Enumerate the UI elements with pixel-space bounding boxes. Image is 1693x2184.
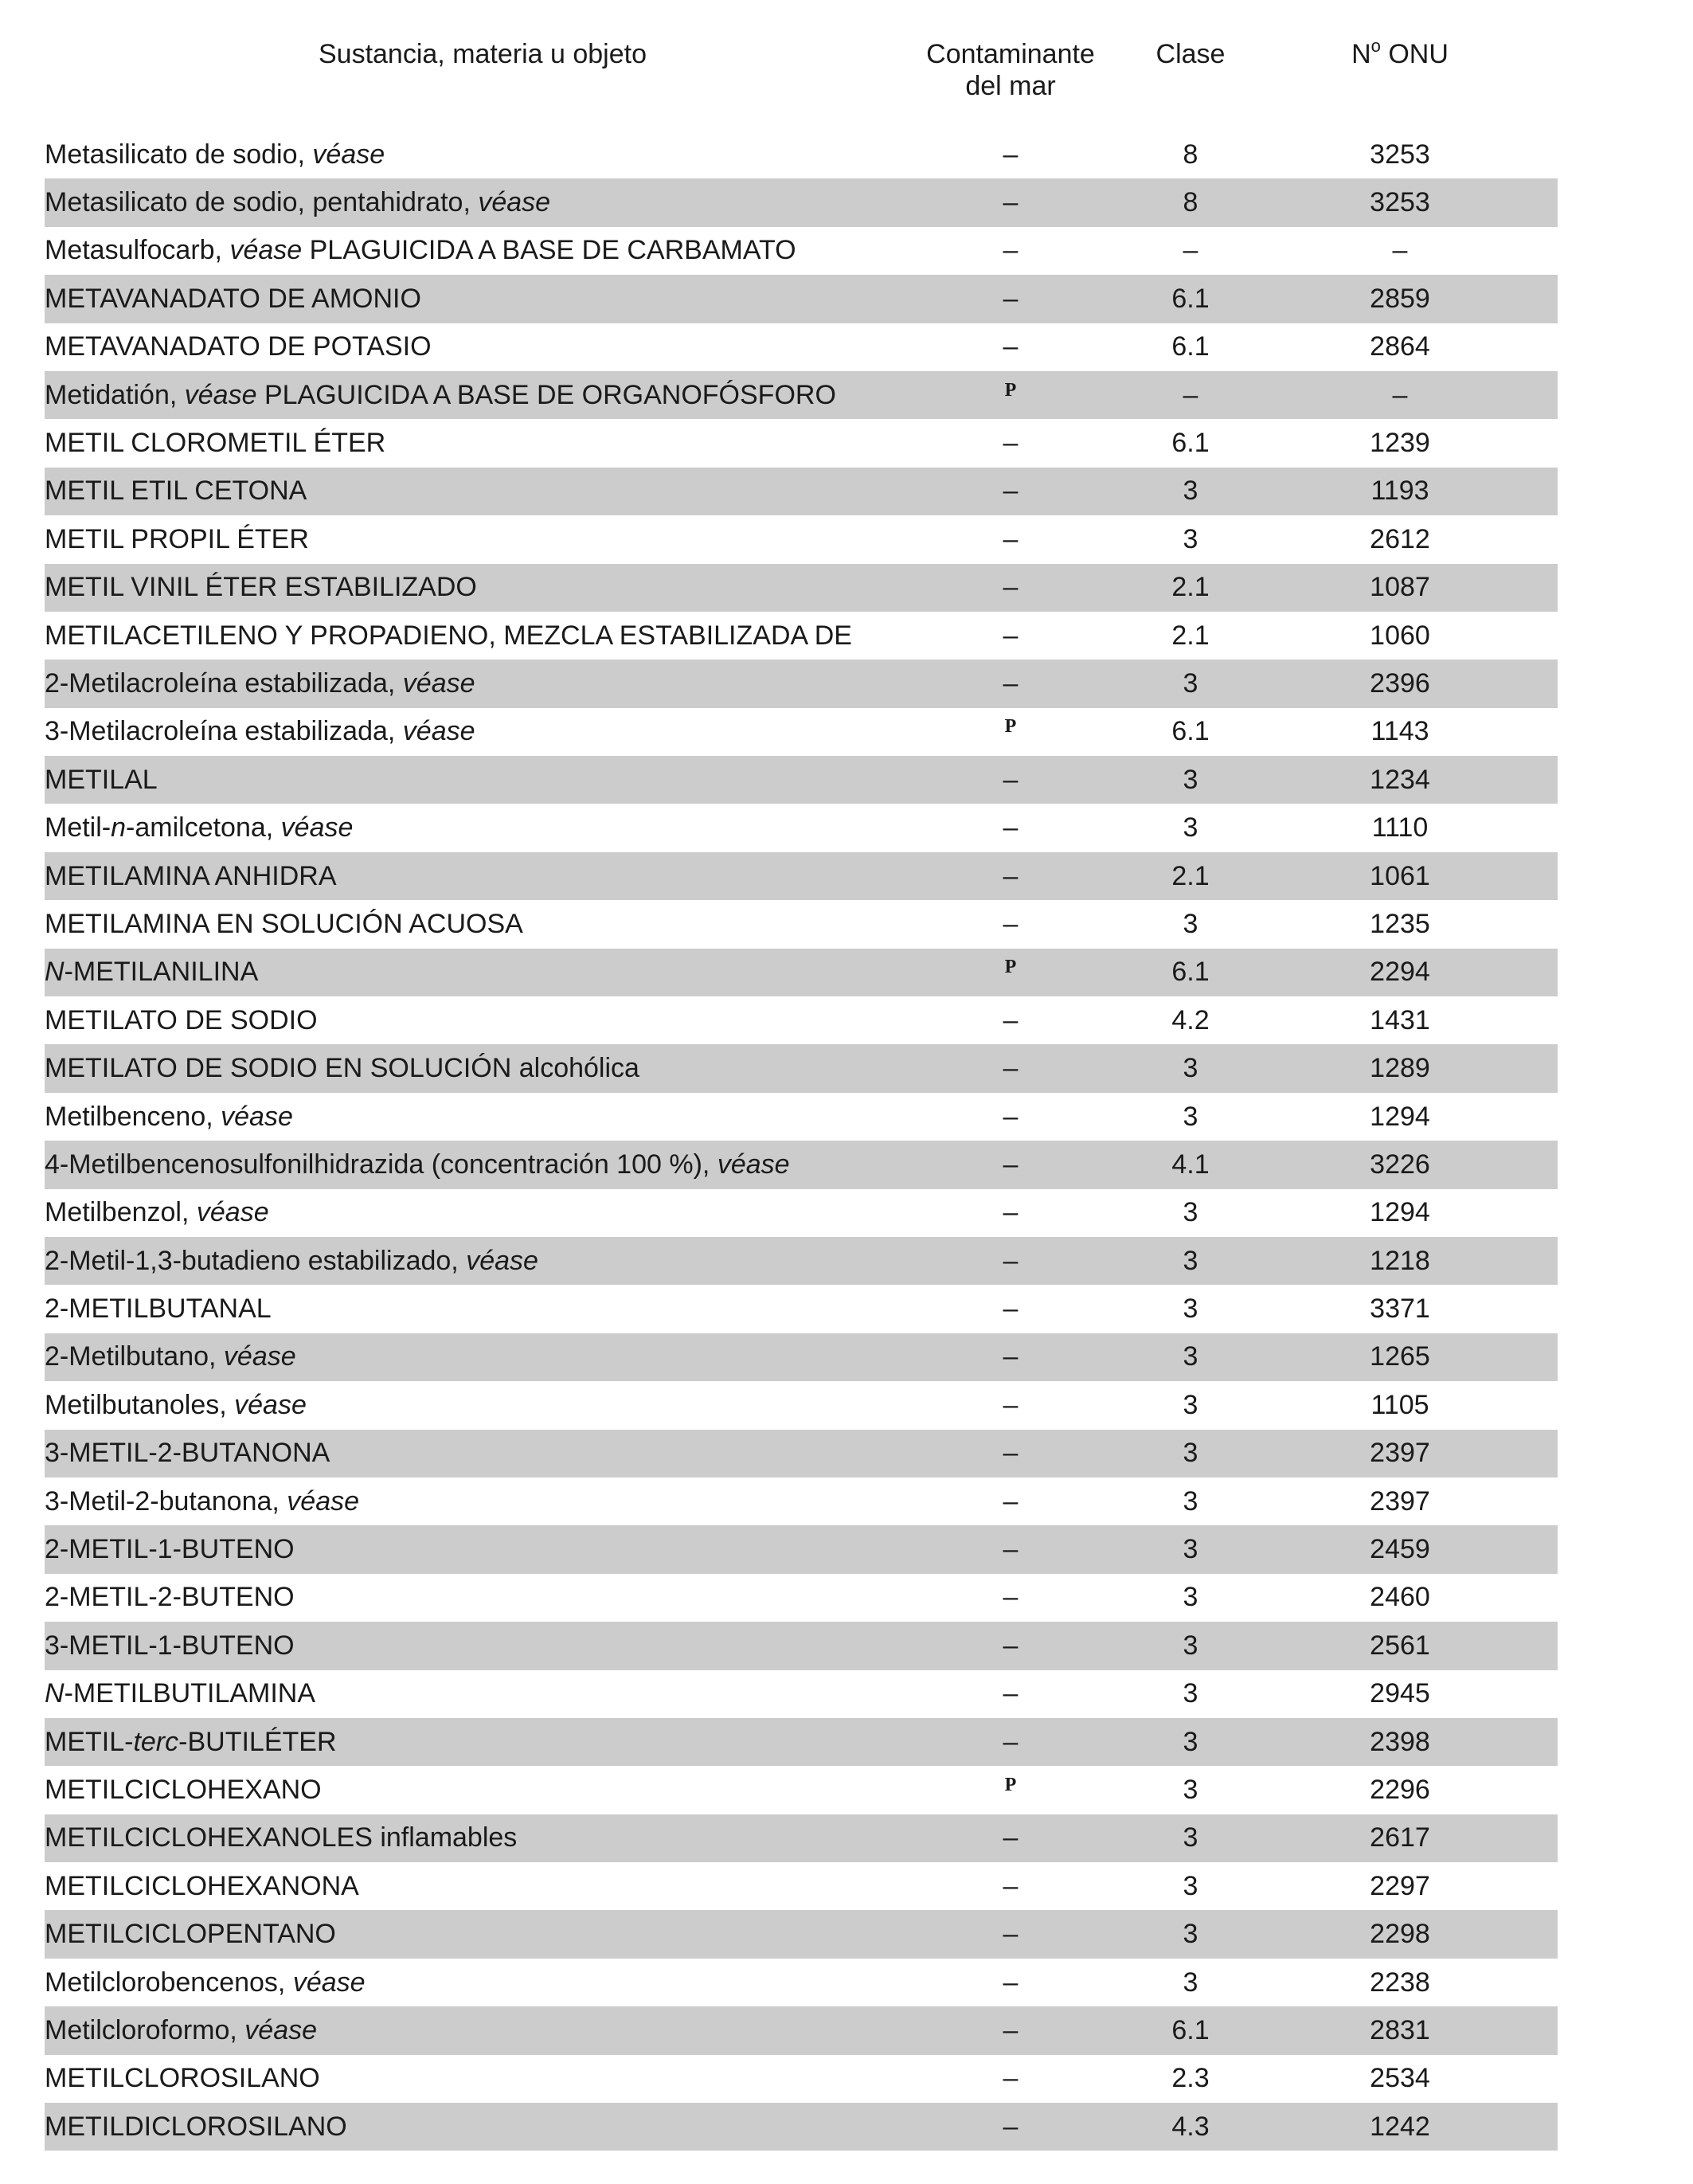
table-body bbox=[45, 131, 1558, 2151]
cell-marine-pollutant: – bbox=[1003, 620, 1019, 651]
cell-substance bbox=[45, 331, 921, 362]
cell-class: 8 bbox=[1183, 187, 1198, 218]
substance-text: Metasilicato de sodio, pentahidrato, bbox=[45, 187, 479, 218]
cell-un-number: 1234 bbox=[1370, 764, 1430, 795]
cell-class: 4.2 bbox=[1171, 1004, 1210, 1035]
cell-marine-pollutant: – bbox=[1003, 331, 1019, 362]
substance-text: véase bbox=[312, 139, 385, 170]
substance-text: Metilclorobencenos, bbox=[45, 1967, 293, 1998]
table-row bbox=[45, 371, 1558, 419]
cell-marine-pollutant bbox=[921, 957, 1101, 988]
substance-text: METILDICLOROSILANO bbox=[45, 2111, 347, 2142]
cell-marine-pollutant: – bbox=[1003, 1245, 1019, 1276]
substance-text: METILCICLOPENTANO bbox=[45, 1919, 336, 1950]
cell-un-number: 2831 bbox=[1370, 2014, 1430, 2045]
table-row bbox=[45, 1862, 1558, 1910]
cell-class: 3 bbox=[1183, 1245, 1198, 1276]
cell-marine-pollutant: – bbox=[1003, 235, 1019, 266]
cell-marine-pollutant: – bbox=[1003, 1438, 1019, 1469]
cell-class: 3 bbox=[1183, 1919, 1198, 1950]
table-row bbox=[45, 1237, 1558, 1285]
cell-substance bbox=[45, 2015, 921, 2046]
substance-text: Metasulfocarb, bbox=[45, 235, 230, 266]
cell-substance bbox=[45, 765, 921, 796]
cell-class: 4.3 bbox=[1171, 2111, 1210, 2142]
cell-marine-pollutant: – bbox=[1003, 1053, 1019, 1084]
cell-substance bbox=[45, 668, 921, 699]
cell-class: 3 bbox=[1183, 1726, 1198, 1757]
marine-pollutant-mark: P bbox=[1004, 716, 1017, 738]
cell-class: 2.1 bbox=[1171, 620, 1210, 651]
substance-text: Metasilicato de sodio, bbox=[45, 139, 313, 170]
substance-text: véase bbox=[196, 1197, 269, 1228]
cell-class: 6.1 bbox=[1171, 331, 1210, 362]
table-row bbox=[45, 1718, 1558, 1766]
cell-un-number: 2298 bbox=[1370, 1919, 1430, 1950]
cell-class: 3 bbox=[1183, 1197, 1198, 1228]
cell-class: 3 bbox=[1183, 1678, 1198, 1709]
table-row bbox=[45, 1622, 1558, 1669]
cell-class: 3 bbox=[1183, 764, 1198, 795]
cell-substance bbox=[45, 235, 921, 266]
header-marine-pollutant-line1: Contaminante bbox=[926, 39, 1095, 69]
cell-un-number: 1289 bbox=[1370, 1053, 1430, 1084]
marine-pollutant-mark: P bbox=[1004, 379, 1017, 401]
cell-marine-pollutant: – bbox=[1003, 1582, 1019, 1613]
substance-text: METIL PROPIL ÉTER bbox=[45, 523, 309, 554]
cell-substance bbox=[45, 1246, 921, 1277]
cell-marine-pollutant bbox=[921, 380, 1101, 411]
marine-pollutant-mark: P bbox=[1004, 1774, 1017, 1795]
cell-un-number: 1218 bbox=[1370, 1245, 1430, 1276]
cell-marine-pollutant: – bbox=[1003, 476, 1019, 507]
cell-class: – bbox=[1183, 379, 1198, 410]
table-row bbox=[45, 1381, 1558, 1429]
cell-class: 6.1 bbox=[1171, 957, 1210, 988]
header-substance: Sustancia, materia u objeto bbox=[318, 39, 647, 69]
table-row bbox=[45, 949, 1558, 996]
cell-marine-pollutant: – bbox=[1003, 667, 1019, 699]
cell-marine-pollutant: – bbox=[1003, 1726, 1019, 1757]
cell-class: 3 bbox=[1183, 1101, 1198, 1132]
substance-text: 4-Metilbencenosulfonilhidrazida (concentración 100 %), bbox=[45, 1149, 717, 1180]
cell-substance bbox=[45, 524, 921, 555]
cell-substance bbox=[45, 1967, 921, 1998]
cell-un-number: 2294 bbox=[1370, 957, 1430, 988]
header-un-number-prefix: N bbox=[1351, 39, 1371, 69]
cell-un-number: 3371 bbox=[1370, 1294, 1430, 1325]
table-header bbox=[45, 29, 1558, 131]
substance-text: METILAMINA EN SOLUCIÓN ACUOSA bbox=[45, 908, 523, 939]
cell-marine-pollutant: – bbox=[1003, 187, 1019, 218]
cell-substance bbox=[45, 812, 921, 843]
cell-marine-pollutant: – bbox=[1003, 1630, 1019, 1661]
table-row bbox=[45, 2055, 1558, 2103]
cell-marine-pollutant: – bbox=[1003, 1389, 1019, 1420]
table-row bbox=[45, 1044, 1558, 1092]
substance-text: PLAGUICIDA A BASE DE CARBAMATO bbox=[302, 235, 796, 266]
cell-substance bbox=[45, 428, 921, 459]
cell-marine-pollutant bbox=[921, 716, 1101, 747]
substance-text: METILAL bbox=[45, 764, 158, 795]
cell-un-number: 2396 bbox=[1370, 667, 1430, 699]
substance-text: 3-Metil-2-butanona, bbox=[45, 1485, 287, 1517]
cell-class: 2.3 bbox=[1171, 2063, 1210, 2094]
cell-un-number: 2534 bbox=[1370, 2063, 1430, 2094]
cell-class: 3 bbox=[1183, 1967, 1198, 1998]
cell-class: 3 bbox=[1183, 1294, 1198, 1325]
cell-class: 3 bbox=[1183, 1774, 1198, 1805]
cell-un-number: 1294 bbox=[1370, 1197, 1430, 1228]
table-row bbox=[45, 1670, 1558, 1718]
cell-marine-pollutant: – bbox=[1003, 764, 1019, 795]
cell-marine-pollutant: – bbox=[1003, 139, 1019, 170]
cell-un-number: 1193 bbox=[1370, 476, 1429, 507]
substance-text: 2-METIL-1-BUTENO bbox=[45, 1534, 295, 1565]
table-row bbox=[45, 515, 1558, 563]
cell-un-number: 3253 bbox=[1370, 139, 1430, 170]
substance-text: METIL VINIL ÉTER ESTABILIZADO bbox=[45, 572, 477, 603]
cell-un-number: 2398 bbox=[1370, 1726, 1430, 1757]
table-row bbox=[45, 660, 1558, 707]
table-row bbox=[45, 131, 1558, 178]
cell-class: 8 bbox=[1183, 139, 1198, 170]
cell-un-number: 1431 bbox=[1370, 1004, 1430, 1035]
cell-un-number: 1235 bbox=[1370, 908, 1430, 939]
table-row bbox=[45, 708, 1558, 756]
cell-substance bbox=[45, 1582, 921, 1613]
cell-class: 3 bbox=[1183, 1485, 1198, 1517]
substance-text: METIL ETIL CETONA bbox=[45, 476, 307, 507]
table-row bbox=[45, 1285, 1558, 1333]
cell-substance bbox=[45, 1053, 921, 1084]
table-row bbox=[45, 1430, 1558, 1478]
cell-marine-pollutant: – bbox=[1003, 1870, 1019, 1901]
table-row bbox=[45, 564, 1558, 612]
substance-text: véase bbox=[717, 1149, 790, 1180]
cell-un-number: 1110 bbox=[1371, 812, 1429, 843]
cell-substance bbox=[45, 1534, 921, 1565]
cell-un-number: 2460 bbox=[1370, 1582, 1430, 1613]
header-class: Clase bbox=[1155, 39, 1226, 69]
cell-un-number: 3253 bbox=[1370, 187, 1430, 218]
substance-text: véase bbox=[287, 1485, 360, 1517]
cell-substance bbox=[45, 1294, 921, 1325]
table-row bbox=[45, 1766, 1558, 1814]
cell-substance bbox=[45, 1871, 921, 1902]
cell-marine-pollutant: – bbox=[1003, 1485, 1019, 1517]
cell-substance bbox=[45, 380, 921, 411]
substance-text: véase bbox=[402, 667, 475, 699]
header-marine-pollutant-line2: del mar bbox=[965, 71, 1056, 101]
table-row bbox=[45, 612, 1558, 660]
cell-class: 3 bbox=[1183, 1053, 1198, 1084]
cell-marine-pollutant: – bbox=[1003, 1197, 1019, 1228]
cell-substance bbox=[45, 2063, 921, 2094]
substance-text: METILCICLOHEXANONA bbox=[45, 1870, 359, 1901]
cell-marine-pollutant bbox=[921, 1775, 1101, 1806]
cell-class: 6.1 bbox=[1171, 2014, 1210, 2045]
cell-substance bbox=[45, 187, 921, 218]
cell-un-number: 2397 bbox=[1370, 1438, 1430, 1469]
cell-substance bbox=[45, 1197, 921, 1228]
substance-text: -amilcetona, bbox=[126, 812, 281, 843]
cell-un-number: 1061 bbox=[1370, 860, 1430, 891]
cell-un-number: – bbox=[1392, 379, 1408, 410]
cell-marine-pollutant: – bbox=[1003, 572, 1019, 603]
table-row bbox=[45, 1574, 1558, 1622]
substance-text: véase bbox=[221, 1101, 293, 1132]
header-un-number-sup: o bbox=[1370, 36, 1381, 56]
cell-un-number: 1239 bbox=[1370, 428, 1430, 459]
cell-un-number: 2945 bbox=[1370, 1678, 1430, 1709]
table-row bbox=[45, 1333, 1558, 1381]
table-row bbox=[45, 1959, 1558, 2006]
header-marine-pollutant bbox=[921, 29, 1101, 102]
cell-marine-pollutant: – bbox=[1003, 860, 1019, 891]
substance-text: 2-METILBUTANAL bbox=[45, 1294, 272, 1325]
substance-text: Metidatión, bbox=[45, 379, 185, 410]
cell-class: 3 bbox=[1183, 1389, 1198, 1420]
cell-substance bbox=[45, 476, 921, 507]
substance-text: véase bbox=[466, 1245, 538, 1276]
cell-marine-pollutant: – bbox=[1003, 812, 1019, 843]
cell-class: 6.1 bbox=[1171, 716, 1210, 747]
cell-marine-pollutant: – bbox=[1003, 428, 1019, 459]
table-row bbox=[45, 178, 1558, 226]
cell-substance bbox=[45, 1005, 921, 1036]
cell-substance bbox=[45, 909, 921, 940]
header-un-number-suffix: ONU bbox=[1380, 39, 1449, 69]
cell-class: 3 bbox=[1183, 667, 1198, 699]
cell-un-number: 2397 bbox=[1370, 1485, 1430, 1517]
cell-substance bbox=[45, 139, 921, 170]
table-row bbox=[45, 227, 1558, 275]
cell-class: 3 bbox=[1183, 1534, 1198, 1565]
cell-class: 3 bbox=[1183, 1870, 1198, 1901]
cell-substance bbox=[45, 1390, 921, 1421]
cell-class: 6.1 bbox=[1171, 283, 1210, 314]
cell-class: 3 bbox=[1183, 812, 1198, 843]
cell-substance bbox=[45, 1102, 921, 1133]
substance-text: 2-Metilacroleína estabilizada, bbox=[45, 667, 403, 699]
substance-text: véase bbox=[184, 379, 257, 410]
cell-substance bbox=[45, 1727, 921, 1758]
cell-un-number: 2459 bbox=[1370, 1534, 1430, 1565]
table-row bbox=[45, 1189, 1558, 1237]
table-row bbox=[45, 2006, 1558, 2054]
substance-text: Metilbutanoles, bbox=[45, 1389, 235, 1420]
cell-un-number: 1265 bbox=[1370, 1341, 1430, 1372]
cell-substance bbox=[45, 620, 921, 652]
table-row bbox=[45, 1478, 1558, 1525]
substance-text: véase bbox=[292, 1967, 366, 1998]
table-row bbox=[45, 419, 1558, 467]
substance-text: -BUTILÉTER bbox=[178, 1726, 337, 1757]
substance-text: METILACETILENO Y PROPADIENO, MEZCLA ESTABILIZADA DE bbox=[45, 620, 852, 651]
cell-marine-pollutant: – bbox=[1003, 1534, 1019, 1565]
table-row bbox=[45, 1910, 1558, 1958]
cell-marine-pollutant: – bbox=[1003, 1919, 1019, 1950]
substance-text: METILATO DE SODIO bbox=[45, 1004, 318, 1035]
substance-text: véase bbox=[402, 716, 475, 747]
substance-text: véase bbox=[223, 1341, 296, 1372]
cell-un-number: – bbox=[1392, 235, 1408, 266]
cell-marine-pollutant: – bbox=[1003, 908, 1019, 939]
substance-text: 2-METIL-2-BUTENO bbox=[45, 1582, 295, 1613]
cell-marine-pollutant: – bbox=[1003, 283, 1019, 314]
substance-text: véase bbox=[280, 812, 354, 843]
cell-class: 3 bbox=[1183, 1438, 1198, 1469]
table-row bbox=[45, 468, 1558, 515]
cell-marine-pollutant: – bbox=[1003, 2063, 1019, 2094]
cell-substance bbox=[45, 284, 921, 315]
cell-un-number: 2617 bbox=[1370, 1822, 1430, 1853]
marine-pollutant-mark: P bbox=[1004, 957, 1017, 978]
cell-un-number: 2859 bbox=[1370, 283, 1430, 314]
substance-text: METILCLOROSILANO bbox=[45, 2063, 320, 2094]
substance-text: véase bbox=[244, 2014, 318, 2045]
cell-un-number: 2561 bbox=[1370, 1630, 1430, 1661]
substance-text: Metilbenceno, bbox=[45, 1101, 221, 1132]
cell-substance bbox=[45, 1678, 921, 1709]
header-un-number bbox=[1281, 29, 1519, 70]
table-row bbox=[45, 1814, 1558, 1862]
substance-text: N bbox=[45, 957, 65, 988]
substance-text: véase bbox=[478, 187, 551, 218]
cell-substance bbox=[45, 1438, 921, 1469]
cell-substance bbox=[45, 1486, 921, 1517]
cell-un-number: 1242 bbox=[1370, 2111, 1430, 2142]
substance-text: 3-Metilacroleína estabilizada, bbox=[45, 716, 403, 747]
substance-text: METAVANADATO DE POTASIO bbox=[45, 331, 432, 362]
substance-text: METILCICLOHEXANOLES inflamables bbox=[45, 1822, 518, 1853]
table-row bbox=[45, 852, 1558, 900]
substance-text: -METILANILINA bbox=[64, 957, 259, 988]
cell-substance bbox=[45, 1341, 921, 1372]
cell-marine-pollutant: – bbox=[1003, 2111, 1019, 2142]
cell-substance bbox=[45, 2112, 921, 2143]
cell-marine-pollutant: – bbox=[1003, 523, 1019, 554]
cell-marine-pollutant: – bbox=[1003, 1294, 1019, 1325]
table-row bbox=[45, 275, 1558, 323]
cell-marine-pollutant: – bbox=[1003, 1101, 1019, 1132]
table-row bbox=[45, 1525, 1558, 1573]
cell-class: 2.1 bbox=[1171, 860, 1210, 891]
cell-class: 2.1 bbox=[1171, 572, 1210, 603]
cell-substance bbox=[45, 1149, 921, 1180]
substance-text: PLAGUICIDA A BASE DE ORGANOFÓSFORO bbox=[256, 379, 836, 410]
cell-class: 3 bbox=[1183, 476, 1198, 507]
table-row bbox=[45, 1141, 1558, 1188]
table-row bbox=[45, 996, 1558, 1044]
substance-text: véase bbox=[229, 235, 303, 266]
substance-text: METAVANADATO DE AMONIO bbox=[45, 283, 421, 314]
cell-marine-pollutant: – bbox=[1003, 1004, 1019, 1035]
table-row bbox=[45, 756, 1558, 804]
cell-substance bbox=[45, 861, 921, 892]
substance-text: METILATO DE SODIO EN SOLUCIÓN alcohólica bbox=[45, 1053, 639, 1084]
cell-substance bbox=[45, 716, 921, 747]
cell-substance bbox=[45, 957, 921, 988]
cell-substance bbox=[45, 1822, 921, 1853]
cell-class: 6.1 bbox=[1171, 428, 1210, 459]
cell-un-number: 2296 bbox=[1370, 1774, 1430, 1805]
cell-class: 3 bbox=[1183, 523, 1198, 554]
cell-class: 3 bbox=[1183, 1341, 1198, 1372]
cell-un-number: 1105 bbox=[1370, 1389, 1429, 1420]
cell-un-number: 2864 bbox=[1370, 331, 1430, 362]
cell-substance bbox=[45, 572, 921, 603]
cell-marine-pollutant: – bbox=[1003, 1678, 1019, 1709]
cell-un-number: 1060 bbox=[1370, 620, 1430, 651]
substance-text: Metil- bbox=[45, 812, 111, 843]
substance-text: Metilbenzol, bbox=[45, 1197, 197, 1228]
substance-text: METIL CLOROMETIL ÉTER bbox=[45, 428, 386, 459]
cell-class: 3 bbox=[1183, 908, 1198, 939]
substance-text: n bbox=[111, 812, 127, 843]
substance-text: METIL- bbox=[45, 1726, 134, 1757]
cell-un-number: 3226 bbox=[1370, 1149, 1430, 1180]
cell-class: 3 bbox=[1183, 1822, 1198, 1853]
cell-marine-pollutant: – bbox=[1003, 1822, 1019, 1853]
cell-class: 3 bbox=[1183, 1582, 1198, 1613]
cell-un-number: 2238 bbox=[1370, 1967, 1430, 1998]
substance-text: Metilcloroformo, bbox=[45, 2014, 245, 2045]
cell-class: – bbox=[1183, 235, 1198, 266]
substance-text: 3-METIL-2-BUTANONA bbox=[45, 1438, 330, 1469]
substance-text: 2-Metilbutano, bbox=[45, 1341, 224, 1372]
cell-marine-pollutant: – bbox=[1003, 1341, 1019, 1372]
substance-text: METILAMINA ANHIDRA bbox=[45, 860, 337, 891]
substance-text: terc bbox=[133, 1726, 179, 1757]
substance-text: N bbox=[45, 1678, 65, 1709]
table-row bbox=[45, 323, 1558, 371]
cell-un-number: 1087 bbox=[1370, 572, 1430, 603]
cell-substance bbox=[45, 1775, 921, 1806]
cell-marine-pollutant: – bbox=[1003, 1149, 1019, 1180]
cell-marine-pollutant: – bbox=[1003, 1967, 1019, 1998]
substance-text: METILCICLOHEXANO bbox=[45, 1774, 322, 1805]
table-row bbox=[45, 2103, 1558, 2151]
cell-marine-pollutant: – bbox=[1003, 2014, 1019, 2045]
cell-un-number: 1294 bbox=[1370, 1101, 1430, 1132]
cell-substance bbox=[45, 1919, 921, 1950]
table-row bbox=[45, 804, 1558, 851]
cell-substance bbox=[45, 1630, 921, 1661]
substance-text: 2-Metil-1,3-butadieno estabilizado, bbox=[45, 1245, 467, 1276]
substance-text: véase bbox=[234, 1389, 307, 1420]
cell-un-number: 2612 bbox=[1370, 523, 1430, 554]
cell-un-number: 1143 bbox=[1370, 716, 1429, 747]
substance-text: 3-METIL-1-BUTENO bbox=[45, 1630, 295, 1661]
dangerous-goods-table bbox=[45, 29, 1558, 2151]
table-row bbox=[45, 900, 1558, 948]
cell-class: 3 bbox=[1183, 1630, 1198, 1661]
cell-un-number: 2297 bbox=[1370, 1870, 1430, 1901]
table-row bbox=[45, 1093, 1558, 1141]
substance-text: -METILBUTILAMINA bbox=[64, 1678, 316, 1709]
cell-class: 4.1 bbox=[1171, 1149, 1210, 1180]
